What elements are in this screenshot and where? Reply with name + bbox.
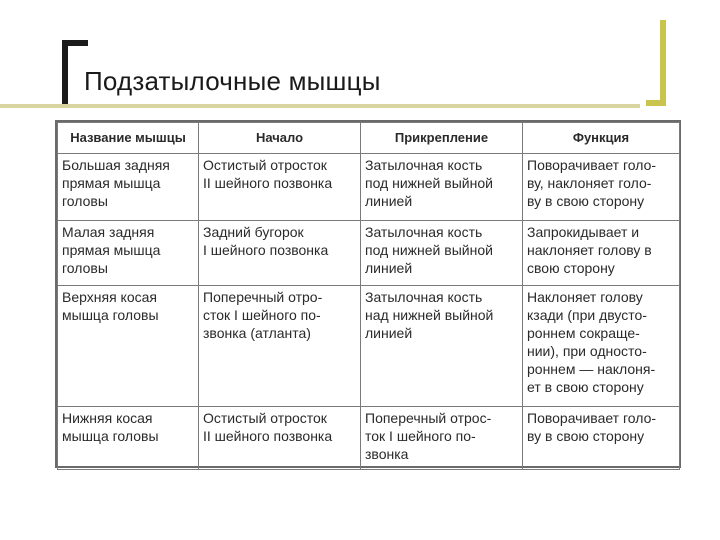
cell-insertion: Затылочная кость над нижней выйной линией (361, 286, 523, 407)
cell-origin: Задний бугорок I шейного позвонка (199, 221, 361, 286)
cell-origin: Остистый отросток II шейного позвонка (199, 407, 361, 470)
table-row (58, 154, 680, 221)
cell-function: Наклоняет голову кзади (при двусто- роннем сокраще- нии), при односто- роннем — наклоня- ет в свою сторону (523, 286, 680, 407)
cell-function: Поворачивает голо- ву, наклоняет голо- ву в свою сторону (523, 154, 680, 221)
cell-origin: Поперечный отро- сток I шейного по- звонка (атланта) (199, 286, 361, 407)
cell-name: Малая задняя прямая мышца головы (58, 221, 199, 286)
muscle-table-grid (57, 122, 680, 470)
cell-insertion: Поперечный отрос- ток I шейного по- звонка (361, 407, 523, 470)
table-row (58, 407, 680, 470)
header-name: Название мышцы (58, 123, 199, 154)
left-bracket-vertical (62, 40, 68, 108)
slide-title: Подзатылочные мышцы (84, 66, 381, 96)
cell-name: Большая задняя прямая мышца головы (58, 154, 199, 221)
cell-function: Запрокидывает и наклоняет голову в свою сторону (523, 221, 680, 286)
table-row (58, 221, 680, 286)
cell-insertion: Затылочная кость под нижней выйной линией (361, 154, 523, 221)
table-row (58, 286, 680, 407)
muscle-table (55, 120, 681, 468)
right-bracket-vertical (660, 20, 666, 106)
title-underline (0, 104, 640, 108)
header-origin: Начало (199, 123, 361, 154)
cell-function: Поворачивает голо- ву в свою сторону (523, 407, 680, 470)
cell-name: Нижняя косая мышца головы (58, 407, 199, 470)
header-function: Функция (523, 123, 680, 154)
left-bracket-horizontal (62, 40, 88, 46)
right-bracket-horizontal (646, 100, 666, 106)
header-insertion: Прикрепление (361, 123, 523, 154)
cell-insertion: Затылочная кость под нижней выйной линией (361, 221, 523, 286)
cell-origin: Остистый отросток II шейного позвонка (199, 154, 361, 221)
table-header-row (58, 123, 680, 154)
cell-name: Верхняя косая мышца головы (58, 286, 199, 407)
